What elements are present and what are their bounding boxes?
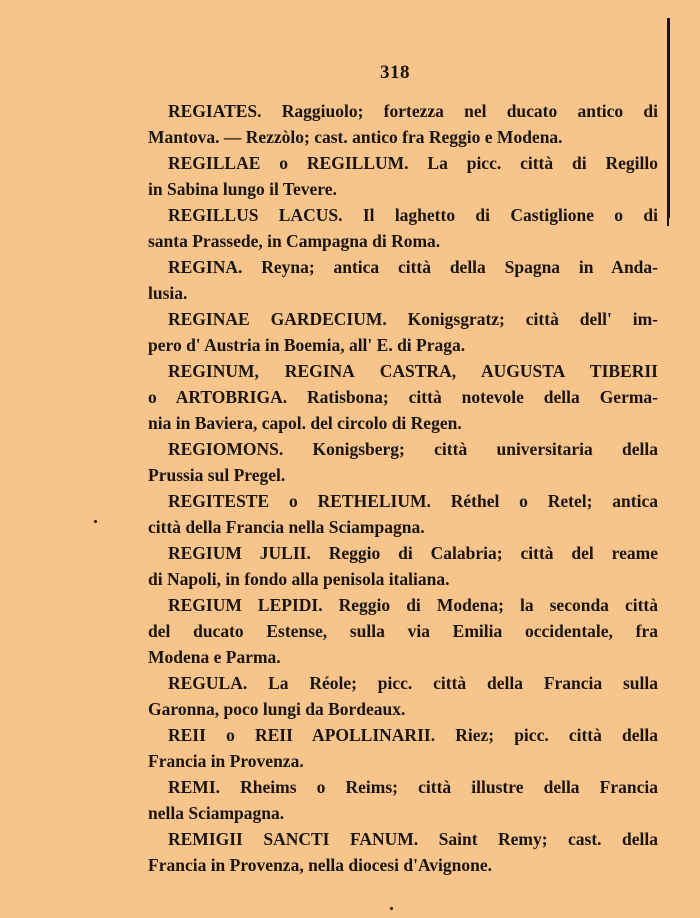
entry-line: pero d' Austria in Boemia, all' E. di Praga. xyxy=(148,335,466,355)
dictionary-entry xyxy=(148,826,658,878)
entry-line: Francia in Provenza. xyxy=(148,751,304,771)
entry-line: REGIATES. Raggiuolo; fortezza nel ducato antico di xyxy=(168,101,658,121)
entry-line: in Sabina lungo il Tevere. xyxy=(148,179,337,199)
ink-speck xyxy=(390,907,393,910)
entry-line: REGILLUS LACUS. Il laghetto di Castiglione o di xyxy=(168,205,658,225)
dictionary-entry xyxy=(148,592,658,670)
dictionary-entry xyxy=(148,670,658,722)
entry-line: REGINUM, REGINA CASTRA, AUGUSTA TIBERII xyxy=(168,361,658,381)
entry-line: santa Prassede, in Campagna di Roma. xyxy=(148,231,441,251)
entry-line: nella Sciampagna. xyxy=(148,803,285,823)
entry-line: del ducato Estense, sulla via Emilia occidentale, fra xyxy=(148,621,658,641)
dictionary-entry xyxy=(148,722,658,774)
entry-line: REGILLAE o REGILLUM. La picc. città di Regillo xyxy=(168,153,658,173)
dictionary-entry xyxy=(148,488,658,540)
entry-line: REMIGII SANCTI FANUM. Saint Remy; cast. della xyxy=(168,829,658,849)
dictionary-entry xyxy=(148,774,658,826)
entry-line: di Napoli, in fondo alla penisola italiana. xyxy=(148,569,450,589)
dictionary-entry xyxy=(148,436,658,488)
entry-line: Modena e Parma. xyxy=(148,647,281,667)
entry-line: Prussia sul Pregel. xyxy=(148,465,286,485)
entry-line: lusia. xyxy=(148,283,188,303)
entry-line: o ARTOBRIGA. Ratisbona; città notevole della Germa- xyxy=(148,387,658,407)
dictionary-entry xyxy=(148,306,658,358)
page-number: 318 xyxy=(380,62,410,83)
entry-line: REGIOMONS. Konigsberg; città universitaria della xyxy=(168,439,658,459)
entry-line: REMI. Rheims o Reims; città illustre della Francia xyxy=(168,777,658,797)
dictionary-entries xyxy=(148,98,658,878)
dictionary-entry xyxy=(148,358,658,436)
entry-line: REII o REII APOLLINARII. Riez; picc. città della xyxy=(168,725,658,745)
entry-line: REGINAE GARDECIUM. Konigsgratz; città dell' im- xyxy=(168,309,658,329)
entry-line: REGINA. Reyna; antica città della Spagna in Anda- xyxy=(168,257,658,277)
page-edge-rule-fragment xyxy=(667,200,669,226)
entry-line: REGULA. La Réole; picc. città della Francia sulla xyxy=(168,673,658,693)
entry-line: REGITESTE o RETHELIUM. Réthel o Retel; antica xyxy=(168,491,658,511)
dictionary-entry xyxy=(148,150,658,202)
dictionary-entry xyxy=(148,254,658,306)
entry-line: Garonna, poco lungi da Bordeaux. xyxy=(148,699,406,719)
entry-line: Francia in Provenza, nella diocesi d'Avignone. xyxy=(148,855,493,875)
entry-line: Mantova. — Rezzòlo; cast. antico fra Reggio e Modena. xyxy=(148,127,563,147)
entry-line: REGIUM JULII. Reggio di Calabria; città del reame xyxy=(168,543,658,563)
dictionary-entry xyxy=(148,98,658,150)
entry-line: REGIUM LEPIDI. Reggio di Modena; la seconda città xyxy=(168,595,658,615)
dictionary-entry xyxy=(148,540,658,592)
entry-line: città della Francia nella Sciampagna. xyxy=(148,517,425,537)
entry-line: nia in Baviera, capol. del circolo di Regen. xyxy=(148,413,462,433)
dictionary-entry xyxy=(148,202,658,254)
ink-speck xyxy=(94,520,97,523)
page-edge-rule xyxy=(667,18,670,218)
